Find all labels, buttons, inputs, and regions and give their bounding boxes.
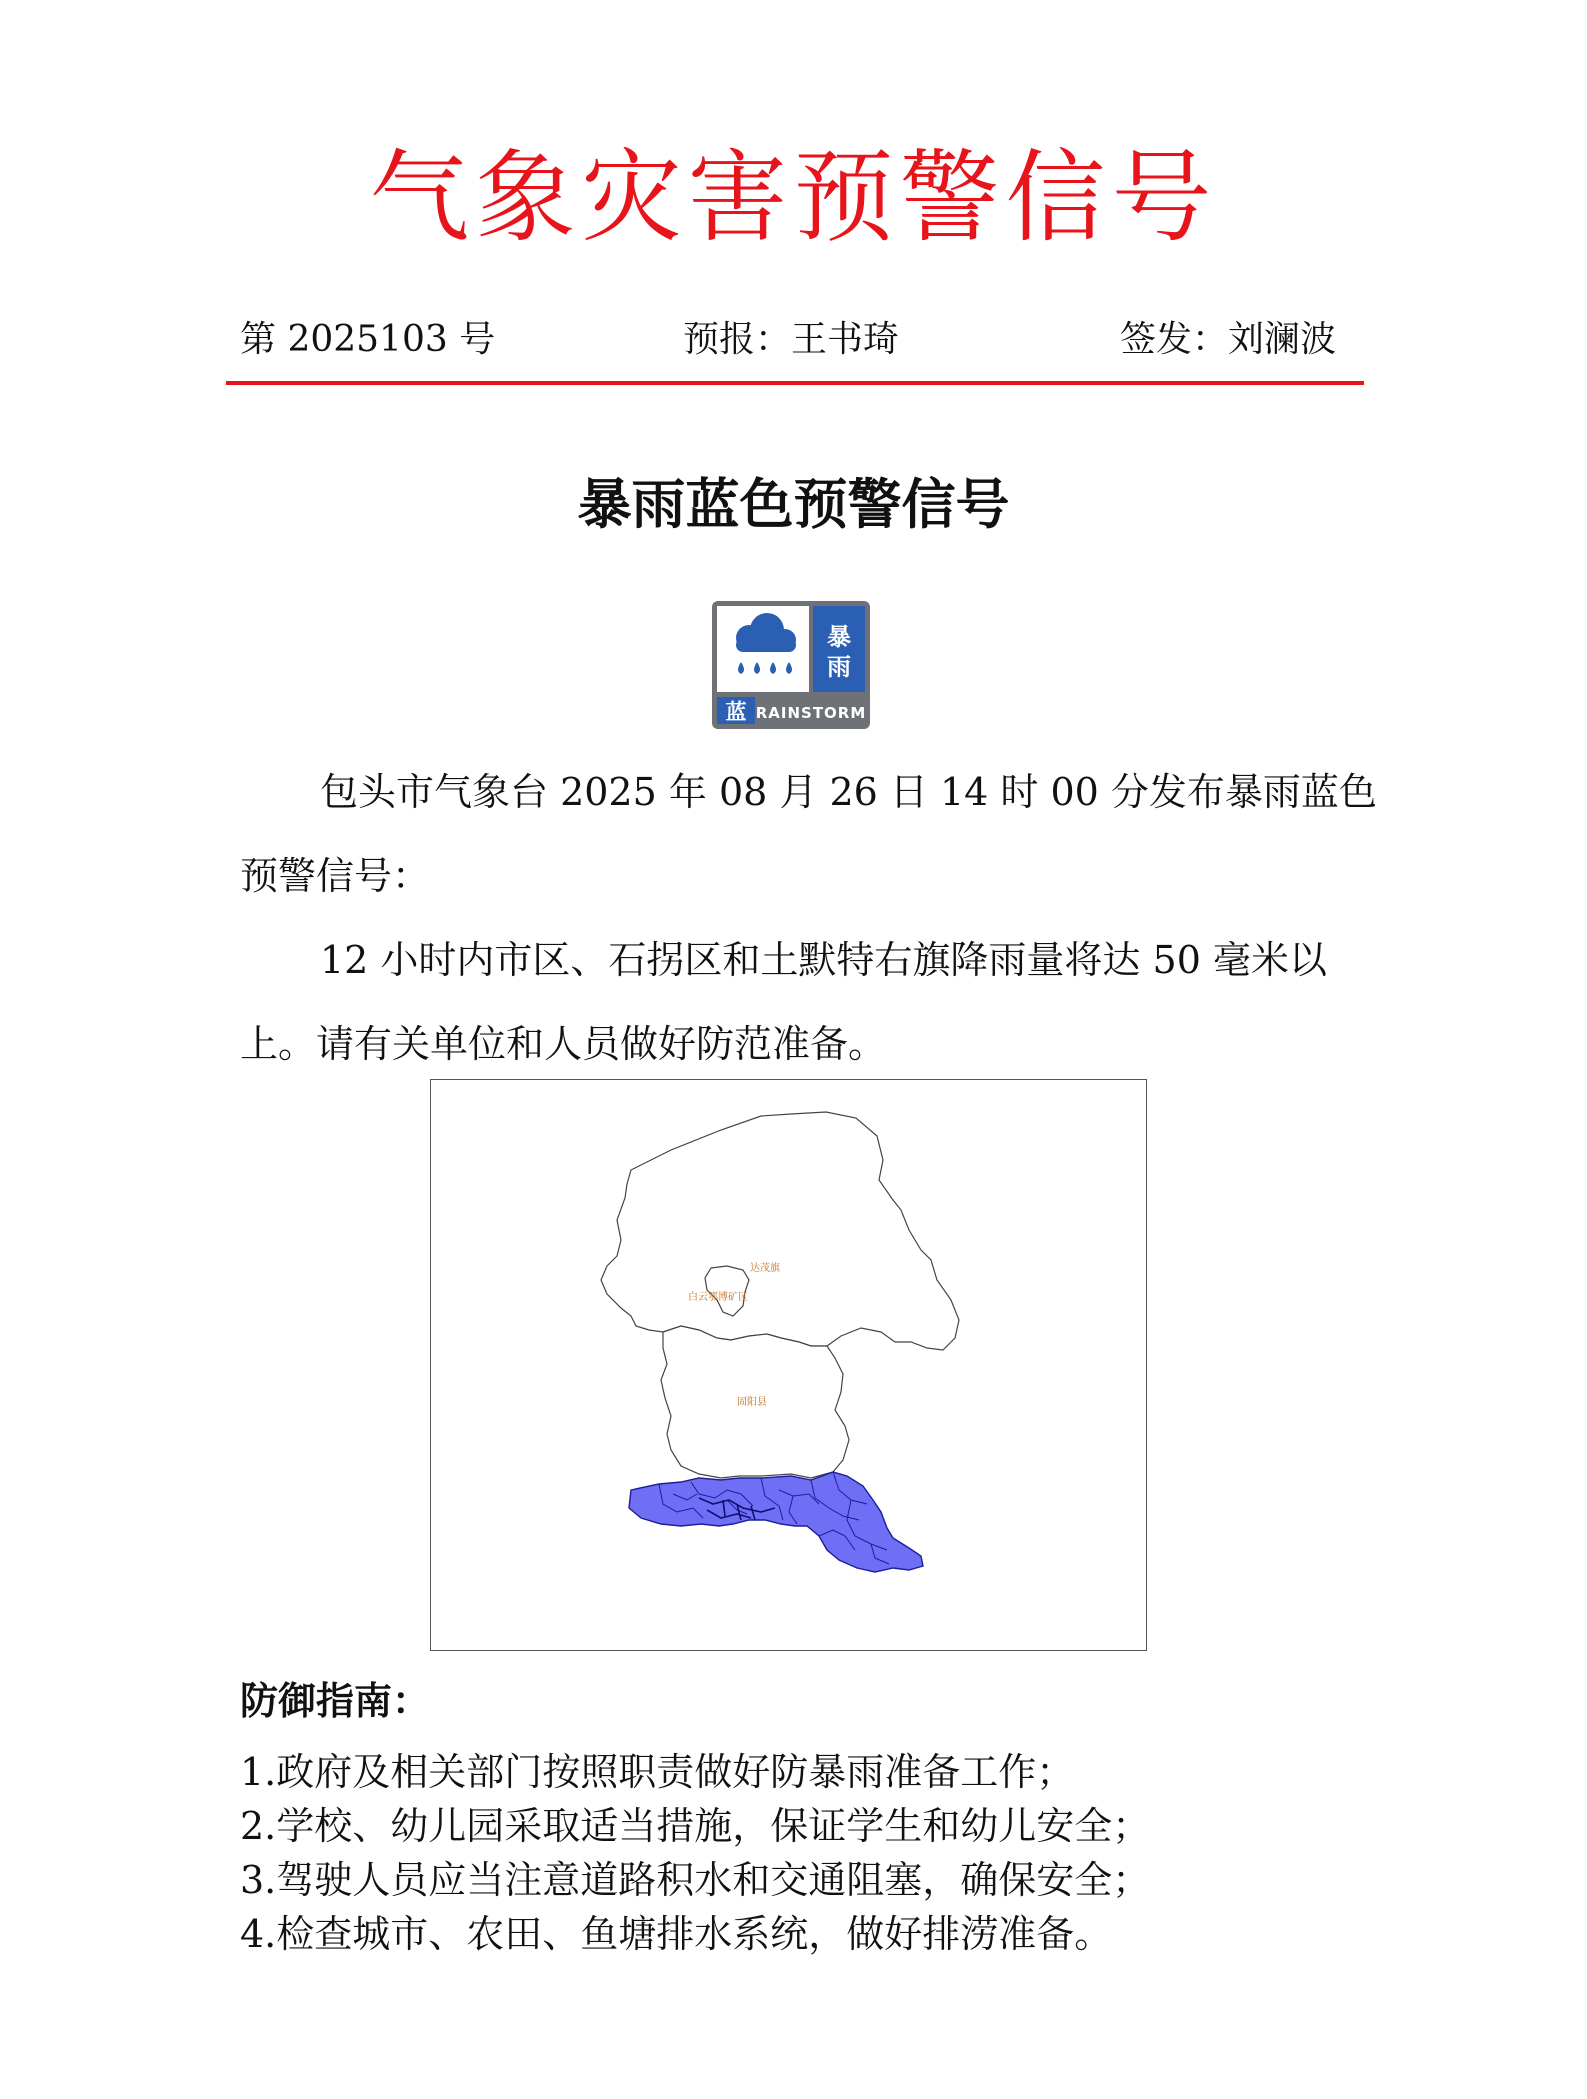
guide-item-4: 4.检查城市、农田、鱼塘排水系统，做好排涝准备。 xyxy=(240,1912,1113,1956)
rainstorm-blue-warning-icon xyxy=(711,600,871,730)
warning-area-map xyxy=(430,1079,1147,1651)
release-line-1: 包头市气象台 2025 年 08 月 26 日 14 时 00 分发布暴雨蓝色 xyxy=(320,770,1377,814)
forecast-line-1: 12 小时内市区、石拐区和土默特右旗降雨量将达 50 毫米以 xyxy=(320,938,1327,982)
map-region-damao xyxy=(601,1112,959,1350)
guide-item-3: 3.驾驶人员应当注意道路积水和交通阻塞，确保安全； xyxy=(240,1858,1151,1902)
header-divider xyxy=(226,381,1364,385)
forecaster: 预报：王书琦 xyxy=(683,319,900,360)
map-label-damao: 达茂旗 xyxy=(750,1263,780,1274)
issue-number: 第 2025103 号 xyxy=(240,319,496,360)
badge-side-text-1: 暴 xyxy=(827,623,851,651)
release-line-2: 预警信号： xyxy=(240,854,431,898)
forecast-line-2: 上。请有关单位和人员做好防范准备。 xyxy=(240,1022,887,1066)
map-label-bayan-obo: 白云鄂博矿区 xyxy=(688,1292,748,1303)
warning-subtitle: 暴雨蓝色预警信号 xyxy=(577,473,1010,536)
map-region-warning-zone xyxy=(629,1472,923,1572)
forecast-paragraph xyxy=(240,918,1350,1086)
map-label-guyang: 固阳县 xyxy=(737,1397,767,1408)
guide-item-2: 2.学校、幼儿园采取适当措施，保证学生和幼儿安全； xyxy=(240,1804,1151,1848)
document-title: 气象灾害预警信号 xyxy=(369,139,1218,256)
guide-item-1: 1.政府及相关部门按照职责做好防暴雨准备工作； xyxy=(240,1750,1075,1794)
issuer: 签发：刘澜波 xyxy=(1120,319,1337,360)
badge-type-text: RAINSTORM xyxy=(755,704,867,722)
badge-level-char: 蓝 xyxy=(725,700,747,724)
release-paragraph xyxy=(240,750,1377,918)
badge-side-text-2: 雨 xyxy=(827,653,851,681)
guide-title: 防御指南： xyxy=(240,1679,431,1723)
